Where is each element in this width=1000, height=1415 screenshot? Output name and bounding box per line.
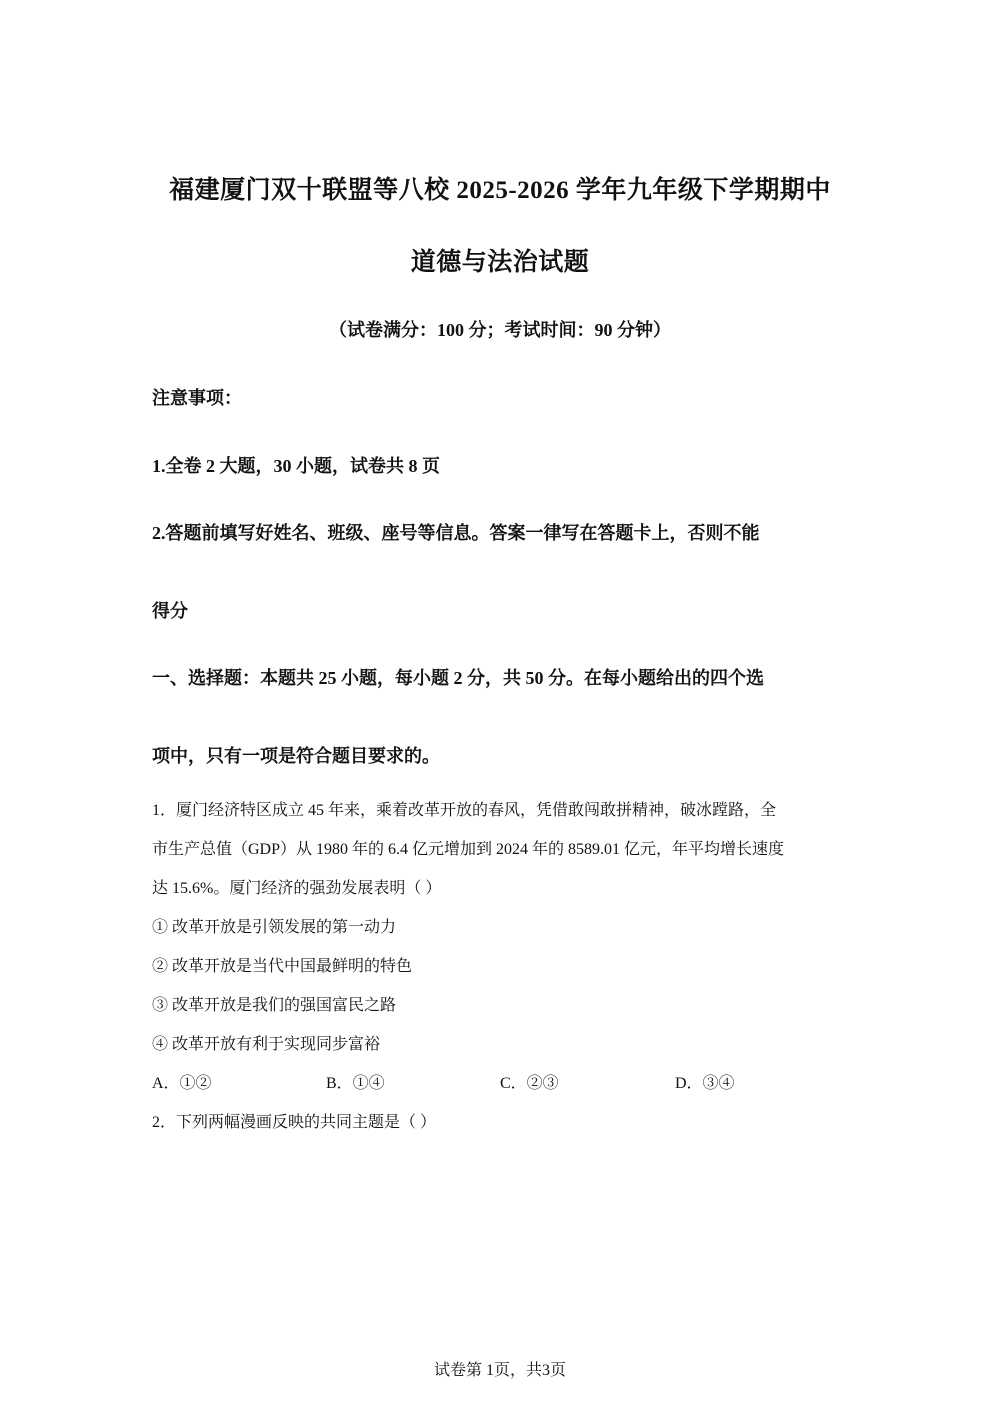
question-1-stem-line3: 达 15.6%。厦门经济的强劲发展表明（ ）	[152, 880, 442, 897]
exam-title-line1: 福建厦门双十联盟等八校 2025-2026 学年九年级下学期期中	[169, 177, 831, 204]
section-heading-line1: 一、选择题：本题共 25 小题，每小题 2 分，共 50 分。在每小题给出的四个选	[152, 668, 764, 688]
notes-item-1: 1.全卷 2 大题，30 小题，试卷共 8 页	[152, 456, 440, 476]
page-footer: 试卷第 1页，共3页	[433, 1362, 566, 1379]
question-1-statement-3: ③ 改革开放是我们的强国富民之路	[152, 997, 397, 1014]
question-1-statement-1: ① 改革开放是引领发展的第一动力	[152, 919, 397, 936]
notes-item-2-line1: 2.答题前填写好姓名、班级、座号等信息。答案一律写在答题卡上，否则不能	[152, 523, 760, 543]
exam-title-line2: 道德与法治试题	[410, 249, 590, 276]
question-1-statement-2: ② 改革开放是当代中国最鲜明的特色	[152, 958, 413, 975]
option-c: C．②③	[500, 1075, 559, 1092]
exam-info: （试卷满分：100 分；考试时间：90 分钟）	[329, 320, 671, 340]
notes-heading: 注意事项：	[152, 388, 242, 408]
option-a: A．①②	[152, 1075, 212, 1092]
notes-item-2-line2: 得分	[152, 601, 188, 621]
question-1-stem-line2: 市生产总值（GDP）从 1980 年的 6.4 亿元增加到 2024 年的 8589.01 亿元，年平均增长速度	[152, 841, 785, 858]
question-1-options	[152, 1070, 852, 1092]
option-d: D．③④	[675, 1075, 735, 1092]
section-heading-line2: 项中，只有一项是符合题目要求的。	[152, 746, 440, 766]
question-1-statement-4: ④ 改革开放有利于实现同步富裕	[152, 1036, 381, 1053]
option-b: B．①④	[326, 1075, 385, 1092]
question-2-stem: 2．下列两幅漫画反映的共同主题是（ ）	[152, 1114, 437, 1131]
question-1-stem-line1: 1．厦门经济特区成立 45 年来，乘着改革开放的春风，凭借敢闯敢拼精神，破冰蹚路，全	[152, 802, 777, 819]
